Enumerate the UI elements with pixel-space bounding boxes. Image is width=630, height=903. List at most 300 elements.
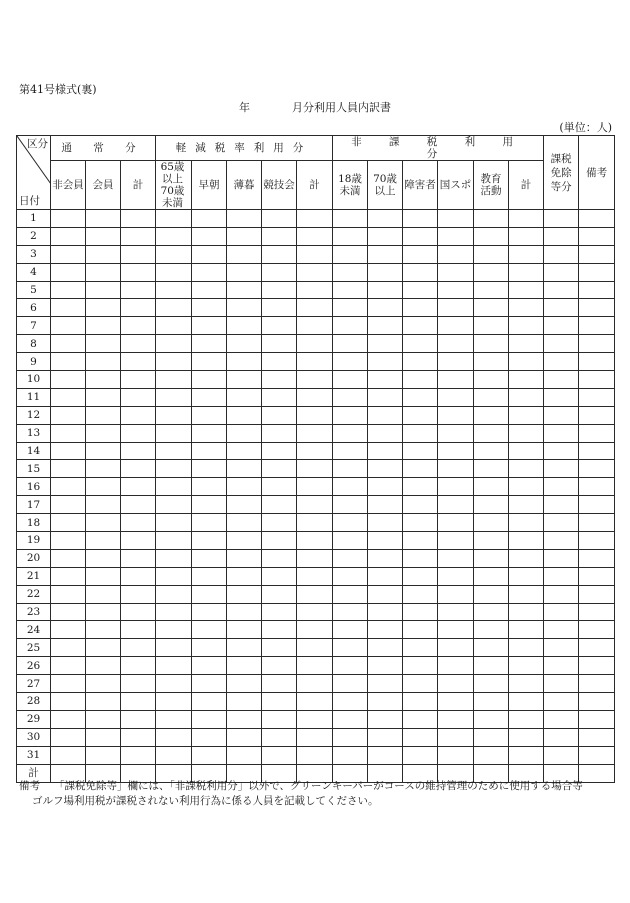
- entry-cell[interactable]: [227, 675, 262, 693]
- entry-cell[interactable]: [297, 478, 333, 496]
- entry-cell[interactable]: [333, 693, 368, 711]
- entry-cell[interactable]: [121, 371, 156, 389]
- entry-cell[interactable]: [297, 710, 333, 728]
- entry-cell[interactable]: [227, 263, 262, 281]
- entry-cell[interactable]: [438, 442, 474, 460]
- entry-cell[interactable]: [368, 710, 403, 728]
- entry-cell[interactable]: [86, 693, 121, 711]
- entry-cell[interactable]: [579, 460, 615, 478]
- entry-cell[interactable]: [297, 406, 333, 424]
- entry-cell[interactable]: [579, 549, 615, 567]
- entry-cell[interactable]: [121, 603, 156, 621]
- entry-cell[interactable]: [297, 371, 333, 389]
- entry-cell[interactable]: [438, 514, 474, 532]
- entry-cell[interactable]: [438, 371, 474, 389]
- entry-cell[interactable]: [438, 227, 474, 245]
- entry-cell[interactable]: [86, 371, 121, 389]
- entry-cell[interactable]: [403, 710, 438, 728]
- entry-cell[interactable]: [262, 710, 297, 728]
- entry-cell[interactable]: [509, 532, 544, 550]
- entry-cell[interactable]: [544, 406, 579, 424]
- entry-cell[interactable]: [509, 281, 544, 299]
- entry-cell[interactable]: [509, 514, 544, 532]
- entry-cell[interactable]: [509, 245, 544, 263]
- entry-cell[interactable]: [51, 710, 86, 728]
- entry-cell[interactable]: [474, 299, 509, 317]
- entry-cell[interactable]: [192, 603, 227, 621]
- entry-cell[interactable]: [579, 621, 615, 639]
- entry-cell[interactable]: [579, 496, 615, 514]
- entry-cell[interactable]: [333, 210, 368, 228]
- entry-cell[interactable]: [262, 567, 297, 585]
- entry-cell[interactable]: [438, 281, 474, 299]
- entry-cell[interactable]: [51, 514, 86, 532]
- entry-cell[interactable]: [297, 621, 333, 639]
- entry-cell[interactable]: [403, 549, 438, 567]
- entry-cell[interactable]: [474, 460, 509, 478]
- entry-cell[interactable]: [544, 746, 579, 764]
- entry-cell[interactable]: [51, 388, 86, 406]
- entry-cell[interactable]: [368, 532, 403, 550]
- entry-cell[interactable]: [333, 639, 368, 657]
- entry-cell[interactable]: [544, 335, 579, 353]
- entry-cell[interactable]: [297, 746, 333, 764]
- entry-cell[interactable]: [156, 710, 192, 728]
- entry-cell[interactable]: [121, 478, 156, 496]
- entry-cell[interactable]: [368, 621, 403, 639]
- entry-cell[interactable]: [403, 478, 438, 496]
- entry-cell[interactable]: [156, 567, 192, 585]
- entry-cell[interactable]: [297, 603, 333, 621]
- entry-cell[interactable]: [579, 245, 615, 263]
- entry-cell[interactable]: [403, 227, 438, 245]
- entry-cell[interactable]: [509, 639, 544, 657]
- entry-cell[interactable]: [438, 675, 474, 693]
- entry-cell[interactable]: [156, 281, 192, 299]
- entry-cell[interactable]: [86, 567, 121, 585]
- entry-cell[interactable]: [333, 746, 368, 764]
- entry-cell[interactable]: [121, 657, 156, 675]
- entry-cell[interactable]: [262, 621, 297, 639]
- entry-cell[interactable]: [51, 657, 86, 675]
- entry-cell[interactable]: [403, 245, 438, 263]
- entry-cell[interactable]: [474, 567, 509, 585]
- entry-cell[interactable]: [368, 639, 403, 657]
- entry-cell[interactable]: [51, 371, 86, 389]
- entry-cell[interactable]: [156, 460, 192, 478]
- entry-cell[interactable]: [192, 335, 227, 353]
- entry-cell[interactable]: [474, 424, 509, 442]
- entry-cell[interactable]: [544, 567, 579, 585]
- entry-cell[interactable]: [544, 317, 579, 335]
- entry-cell[interactable]: [192, 317, 227, 335]
- entry-cell[interactable]: [474, 210, 509, 228]
- entry-cell[interactable]: [51, 424, 86, 442]
- entry-cell[interactable]: [474, 514, 509, 532]
- entry-cell[interactable]: [403, 335, 438, 353]
- entry-cell[interactable]: [509, 567, 544, 585]
- entry-cell[interactable]: [333, 675, 368, 693]
- entry-cell[interactable]: [438, 317, 474, 335]
- entry-cell[interactable]: [438, 532, 474, 550]
- entry-cell[interactable]: [227, 424, 262, 442]
- entry-cell[interactable]: [262, 728, 297, 746]
- entry-cell[interactable]: [51, 621, 86, 639]
- entry-cell[interactable]: [297, 335, 333, 353]
- entry-cell[interactable]: [192, 424, 227, 442]
- entry-cell[interactable]: [403, 693, 438, 711]
- entry-cell[interactable]: [51, 442, 86, 460]
- entry-cell[interactable]: [192, 478, 227, 496]
- entry-cell[interactable]: [262, 317, 297, 335]
- entry-cell[interactable]: [86, 281, 121, 299]
- entry-cell[interactable]: [544, 371, 579, 389]
- entry-cell[interactable]: [474, 585, 509, 603]
- entry-cell[interactable]: [156, 227, 192, 245]
- entry-cell[interactable]: [368, 406, 403, 424]
- entry-cell[interactable]: [156, 496, 192, 514]
- entry-cell[interactable]: [51, 567, 86, 585]
- entry-cell[interactable]: [403, 460, 438, 478]
- entry-cell[interactable]: [192, 639, 227, 657]
- entry-cell[interactable]: [579, 746, 615, 764]
- entry-cell[interactable]: [121, 442, 156, 460]
- entry-cell[interactable]: [86, 227, 121, 245]
- entry-cell[interactable]: [121, 406, 156, 424]
- entry-cell[interactable]: [227, 728, 262, 746]
- entry-cell[interactable]: [333, 460, 368, 478]
- entry-cell[interactable]: [227, 621, 262, 639]
- entry-cell[interactable]: [121, 675, 156, 693]
- entry-cell[interactable]: [403, 603, 438, 621]
- entry-cell[interactable]: [509, 693, 544, 711]
- entry-cell[interactable]: [86, 639, 121, 657]
- entry-cell[interactable]: [156, 371, 192, 389]
- entry-cell[interactable]: [121, 281, 156, 299]
- entry-cell[interactable]: [51, 353, 86, 371]
- entry-cell[interactable]: [474, 442, 509, 460]
- entry-cell[interactable]: [156, 693, 192, 711]
- entry-cell[interactable]: [438, 657, 474, 675]
- entry-cell[interactable]: [544, 424, 579, 442]
- entry-cell[interactable]: [544, 442, 579, 460]
- entry-cell[interactable]: [438, 406, 474, 424]
- entry-cell[interactable]: [474, 549, 509, 567]
- entry-cell[interactable]: [121, 496, 156, 514]
- entry-cell[interactable]: [579, 675, 615, 693]
- entry-cell[interactable]: [51, 496, 86, 514]
- entry-cell[interactable]: [121, 335, 156, 353]
- entry-cell[interactable]: [368, 442, 403, 460]
- entry-cell[interactable]: [333, 710, 368, 728]
- entry-cell[interactable]: [121, 549, 156, 567]
- entry-cell[interactable]: [474, 245, 509, 263]
- entry-cell[interactable]: [368, 245, 403, 263]
- entry-cell[interactable]: [368, 210, 403, 228]
- entry-cell[interactable]: [192, 657, 227, 675]
- entry-cell[interactable]: [403, 621, 438, 639]
- entry-cell[interactable]: [121, 514, 156, 532]
- entry-cell[interactable]: [474, 335, 509, 353]
- entry-cell[interactable]: [403, 532, 438, 550]
- entry-cell[interactable]: [333, 478, 368, 496]
- entry-cell[interactable]: [156, 442, 192, 460]
- entry-cell[interactable]: [403, 371, 438, 389]
- entry-cell[interactable]: [156, 728, 192, 746]
- entry-cell[interactable]: [438, 693, 474, 711]
- entry-cell[interactable]: [51, 263, 86, 281]
- entry-cell[interactable]: [438, 639, 474, 657]
- entry-cell[interactable]: [579, 603, 615, 621]
- entry-cell[interactable]: [579, 388, 615, 406]
- entry-cell[interactable]: [51, 693, 86, 711]
- entry-cell[interactable]: [227, 478, 262, 496]
- entry-cell[interactable]: [403, 299, 438, 317]
- entry-cell[interactable]: [192, 388, 227, 406]
- entry-cell[interactable]: [156, 746, 192, 764]
- entry-cell[interactable]: [51, 406, 86, 424]
- entry-cell[interactable]: [579, 353, 615, 371]
- entry-cell[interactable]: [156, 299, 192, 317]
- entry-cell[interactable]: [579, 299, 615, 317]
- entry-cell[interactable]: [86, 388, 121, 406]
- entry-cell[interactable]: [438, 728, 474, 746]
- entry-cell[interactable]: [156, 532, 192, 550]
- entry-cell[interactable]: [156, 514, 192, 532]
- entry-cell[interactable]: [86, 317, 121, 335]
- entry-cell[interactable]: [262, 549, 297, 567]
- entry-cell[interactable]: [51, 675, 86, 693]
- entry-cell[interactable]: [121, 693, 156, 711]
- entry-cell[interactable]: [192, 245, 227, 263]
- entry-cell[interactable]: [297, 317, 333, 335]
- entry-cell[interactable]: [509, 299, 544, 317]
- entry-cell[interactable]: [262, 353, 297, 371]
- entry-cell[interactable]: [579, 371, 615, 389]
- entry-cell[interactable]: [509, 657, 544, 675]
- entry-cell[interactable]: [333, 657, 368, 675]
- entry-cell[interactable]: [121, 710, 156, 728]
- entry-cell[interactable]: [297, 227, 333, 245]
- entry-cell[interactable]: [544, 728, 579, 746]
- entry-cell[interactable]: [121, 639, 156, 657]
- entry-cell[interactable]: [579, 210, 615, 228]
- entry-cell[interactable]: [262, 460, 297, 478]
- entry-cell[interactable]: [121, 299, 156, 317]
- entry-cell[interactable]: [121, 388, 156, 406]
- entry-cell[interactable]: [579, 693, 615, 711]
- entry-cell[interactable]: [438, 549, 474, 567]
- entry-cell[interactable]: [297, 657, 333, 675]
- entry-cell[interactable]: [544, 478, 579, 496]
- entry-cell[interactable]: [227, 710, 262, 728]
- entry-cell[interactable]: [474, 639, 509, 657]
- entry-cell[interactable]: [579, 567, 615, 585]
- entry-cell[interactable]: [227, 406, 262, 424]
- entry-cell[interactable]: [368, 603, 403, 621]
- entry-cell[interactable]: [192, 621, 227, 639]
- entry-cell[interactable]: [262, 210, 297, 228]
- entry-cell[interactable]: [509, 263, 544, 281]
- entry-cell[interactable]: [121, 353, 156, 371]
- entry-cell[interactable]: [227, 693, 262, 711]
- entry-cell[interactable]: [227, 299, 262, 317]
- entry-cell[interactable]: [297, 424, 333, 442]
- entry-cell[interactable]: [86, 585, 121, 603]
- entry-cell[interactable]: [368, 693, 403, 711]
- entry-cell[interactable]: [86, 710, 121, 728]
- entry-cell[interactable]: [262, 388, 297, 406]
- entry-cell[interactable]: [297, 299, 333, 317]
- entry-cell[interactable]: [509, 460, 544, 478]
- entry-cell[interactable]: [121, 210, 156, 228]
- entry-cell[interactable]: [544, 585, 579, 603]
- entry-cell[interactable]: [297, 263, 333, 281]
- entry-cell[interactable]: [86, 245, 121, 263]
- entry-cell[interactable]: [156, 478, 192, 496]
- entry-cell[interactable]: [297, 514, 333, 532]
- entry-cell[interactable]: [156, 353, 192, 371]
- entry-cell[interactable]: [227, 281, 262, 299]
- entry-cell[interactable]: [333, 567, 368, 585]
- entry-cell[interactable]: [297, 460, 333, 478]
- entry-cell[interactable]: [192, 532, 227, 550]
- entry-cell[interactable]: [86, 514, 121, 532]
- entry-cell[interactable]: [51, 210, 86, 228]
- entry-cell[interactable]: [121, 532, 156, 550]
- entry-cell[interactable]: [333, 728, 368, 746]
- entry-cell[interactable]: [403, 514, 438, 532]
- entry-cell[interactable]: [121, 728, 156, 746]
- entry-cell[interactable]: [333, 406, 368, 424]
- entry-cell[interactable]: [227, 639, 262, 657]
- entry-cell[interactable]: [509, 478, 544, 496]
- entry-cell[interactable]: [544, 496, 579, 514]
- entry-cell[interactable]: [333, 353, 368, 371]
- entry-cell[interactable]: [474, 263, 509, 281]
- entry-cell[interactable]: [368, 675, 403, 693]
- entry-cell[interactable]: [509, 227, 544, 245]
- entry-cell[interactable]: [368, 317, 403, 335]
- entry-cell[interactable]: [474, 406, 509, 424]
- entry-cell[interactable]: [51, 460, 86, 478]
- entry-cell[interactable]: [156, 424, 192, 442]
- entry-cell[interactable]: [262, 245, 297, 263]
- entry-cell[interactable]: [121, 424, 156, 442]
- entry-cell[interactable]: [227, 371, 262, 389]
- entry-cell[interactable]: [156, 406, 192, 424]
- entry-cell[interactable]: [86, 496, 121, 514]
- entry-cell[interactable]: [509, 406, 544, 424]
- entry-cell[interactable]: [156, 335, 192, 353]
- entry-cell[interactable]: [544, 210, 579, 228]
- entry-cell[interactable]: [403, 746, 438, 764]
- entry-cell[interactable]: [227, 549, 262, 567]
- entry-cell[interactable]: [262, 693, 297, 711]
- entry-cell[interactable]: [297, 388, 333, 406]
- entry-cell[interactable]: [262, 263, 297, 281]
- entry-cell[interactable]: [403, 353, 438, 371]
- entry-cell[interactable]: [156, 210, 192, 228]
- entry-cell[interactable]: [438, 245, 474, 263]
- entry-cell[interactable]: [579, 406, 615, 424]
- entry-cell[interactable]: [262, 514, 297, 532]
- entry-cell[interactable]: [368, 299, 403, 317]
- entry-cell[interactable]: [192, 728, 227, 746]
- entry-cell[interactable]: [403, 496, 438, 514]
- entry-cell[interactable]: [262, 227, 297, 245]
- entry-cell[interactable]: [474, 746, 509, 764]
- entry-cell[interactable]: [579, 514, 615, 532]
- entry-cell[interactable]: [438, 746, 474, 764]
- entry-cell[interactable]: [192, 496, 227, 514]
- entry-cell[interactable]: [297, 693, 333, 711]
- entry-cell[interactable]: [121, 746, 156, 764]
- entry-cell[interactable]: [474, 496, 509, 514]
- entry-cell[interactable]: [579, 227, 615, 245]
- entry-cell[interactable]: [227, 335, 262, 353]
- entry-cell[interactable]: [192, 210, 227, 228]
- entry-cell[interactable]: [192, 263, 227, 281]
- entry-cell[interactable]: [86, 532, 121, 550]
- entry-cell[interactable]: [333, 603, 368, 621]
- entry-cell[interactable]: [474, 353, 509, 371]
- entry-cell[interactable]: [474, 603, 509, 621]
- entry-cell[interactable]: [333, 299, 368, 317]
- entry-cell[interactable]: [579, 657, 615, 675]
- entry-cell[interactable]: [86, 603, 121, 621]
- entry-cell[interactable]: [51, 281, 86, 299]
- entry-cell[interactable]: [51, 532, 86, 550]
- entry-cell[interactable]: [544, 639, 579, 657]
- entry-cell[interactable]: [192, 567, 227, 585]
- entry-cell[interactable]: [438, 388, 474, 406]
- entry-cell[interactable]: [227, 496, 262, 514]
- entry-cell[interactable]: [438, 567, 474, 585]
- entry-cell[interactable]: [474, 657, 509, 675]
- entry-cell[interactable]: [297, 245, 333, 263]
- entry-cell[interactable]: [438, 424, 474, 442]
- entry-cell[interactable]: [297, 585, 333, 603]
- entry-cell[interactable]: [262, 603, 297, 621]
- entry-cell[interactable]: [156, 388, 192, 406]
- entry-cell[interactable]: [544, 675, 579, 693]
- entry-cell[interactable]: [227, 353, 262, 371]
- entry-cell[interactable]: [544, 710, 579, 728]
- entry-cell[interactable]: [192, 281, 227, 299]
- entry-cell[interactable]: [368, 263, 403, 281]
- entry-cell[interactable]: [579, 728, 615, 746]
- entry-cell[interactable]: [156, 549, 192, 567]
- entry-cell[interactable]: [509, 210, 544, 228]
- entry-cell[interactable]: [227, 603, 262, 621]
- entry-cell[interactable]: [474, 621, 509, 639]
- entry-cell[interactable]: [262, 424, 297, 442]
- entry-cell[interactable]: [51, 585, 86, 603]
- entry-cell[interactable]: [544, 281, 579, 299]
- entry-cell[interactable]: [579, 335, 615, 353]
- entry-cell[interactable]: [368, 371, 403, 389]
- entry-cell[interactable]: [51, 549, 86, 567]
- entry-cell[interactable]: [86, 657, 121, 675]
- entry-cell[interactable]: [509, 335, 544, 353]
- entry-cell[interactable]: [438, 478, 474, 496]
- entry-cell[interactable]: [333, 424, 368, 442]
- entry-cell[interactable]: [579, 281, 615, 299]
- entry-cell[interactable]: [368, 728, 403, 746]
- entry-cell[interactable]: [262, 496, 297, 514]
- entry-cell[interactable]: [121, 567, 156, 585]
